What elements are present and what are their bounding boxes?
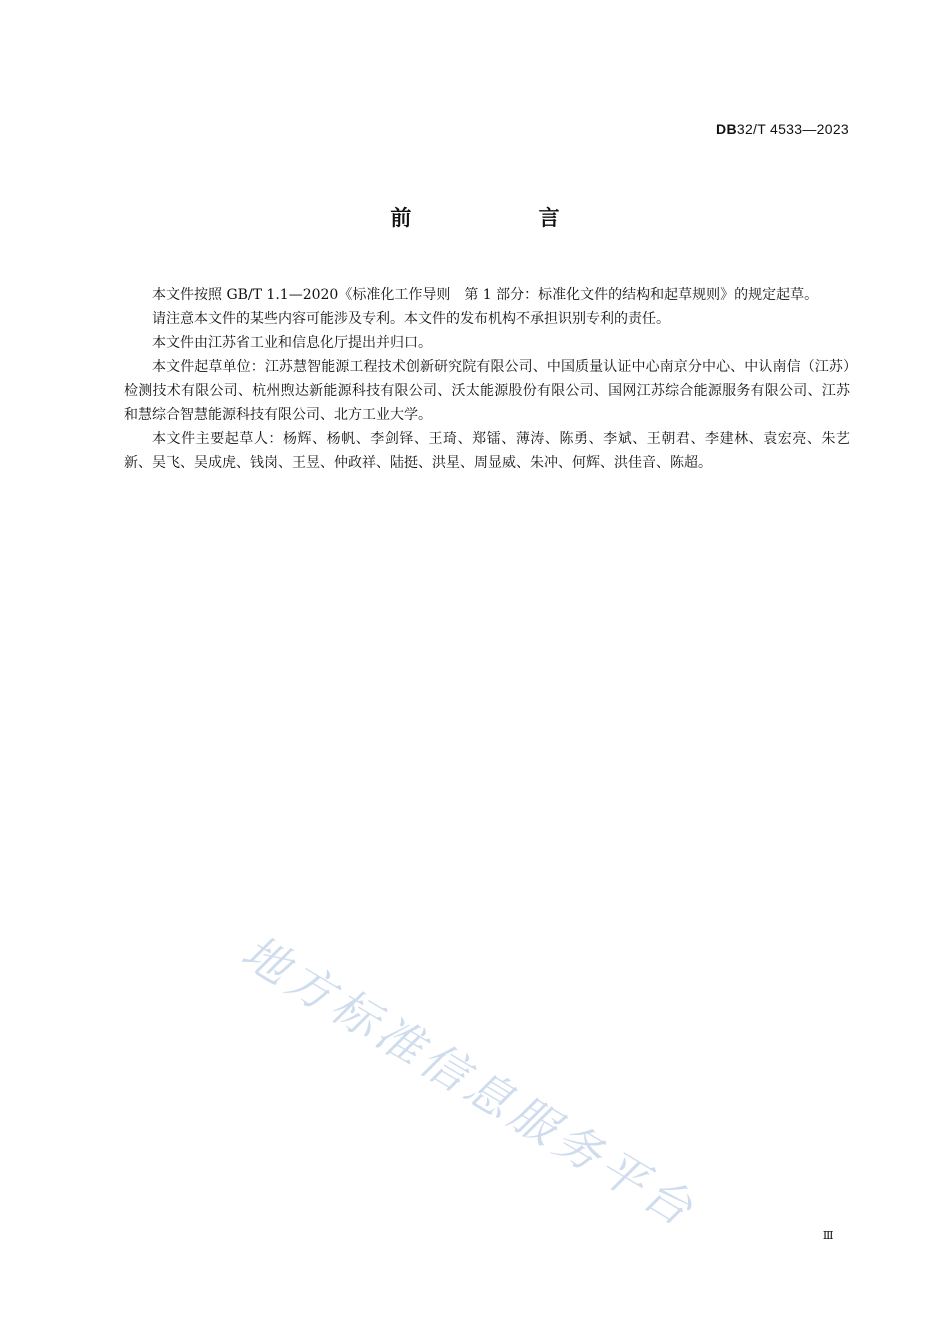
- paragraph-drafting-basis: 本文件按照 GB/T 1.1—2020《标准化工作导则 第 1 部分：标准化文件的结构和起草规则》的规定起草。: [152, 287, 819, 303]
- foreword-body: [124, 283, 850, 475]
- section-title: 前 言: [390, 206, 620, 230]
- page-number: Ⅲ: [822, 1229, 833, 1242]
- document-code: [716, 121, 849, 137]
- document-code-prefix: DB: [716, 121, 737, 137]
- paragraph-patent-notice: 请注意本文件的某些内容可能涉及专利。本文件的发布机构不承担识别专利的责任。: [152, 311, 670, 327]
- paragraph-proposer: 本文件由江苏省工业和信息化厅提出并归口。: [152, 335, 432, 351]
- paragraph-drafters: 本文件主要起草人：杨辉、杨帆、李剑铎、王琦、郑镭、薄涛、陈勇、李斌、王朝君、李建林、袁宏亮、朱艺新、吴飞、吴成虎、钱岗、王昱、仲政祥、陆挺、洪星、周显威、朱冲、何辉、洪佳音、陈超。: [124, 431, 850, 471]
- watermark: 地方标准信息服务平台: [232, 924, 707, 1239]
- document-code-number: 32/T 4533—2023: [736, 121, 849, 137]
- paragraph-drafting-units: 本文件起草单位：江苏慧智能源工程技术创新研究院有限公司、中国质量认证中心南京分中心、中认南信（江苏）检测技术有限公司、杭州煦达新能源科技有限公司、沃太能源股份有限公司、国网江苏综合能源服务有限公司、江苏和慧综合智慧能源科技有限公司、北方工业大学。: [124, 359, 850, 423]
